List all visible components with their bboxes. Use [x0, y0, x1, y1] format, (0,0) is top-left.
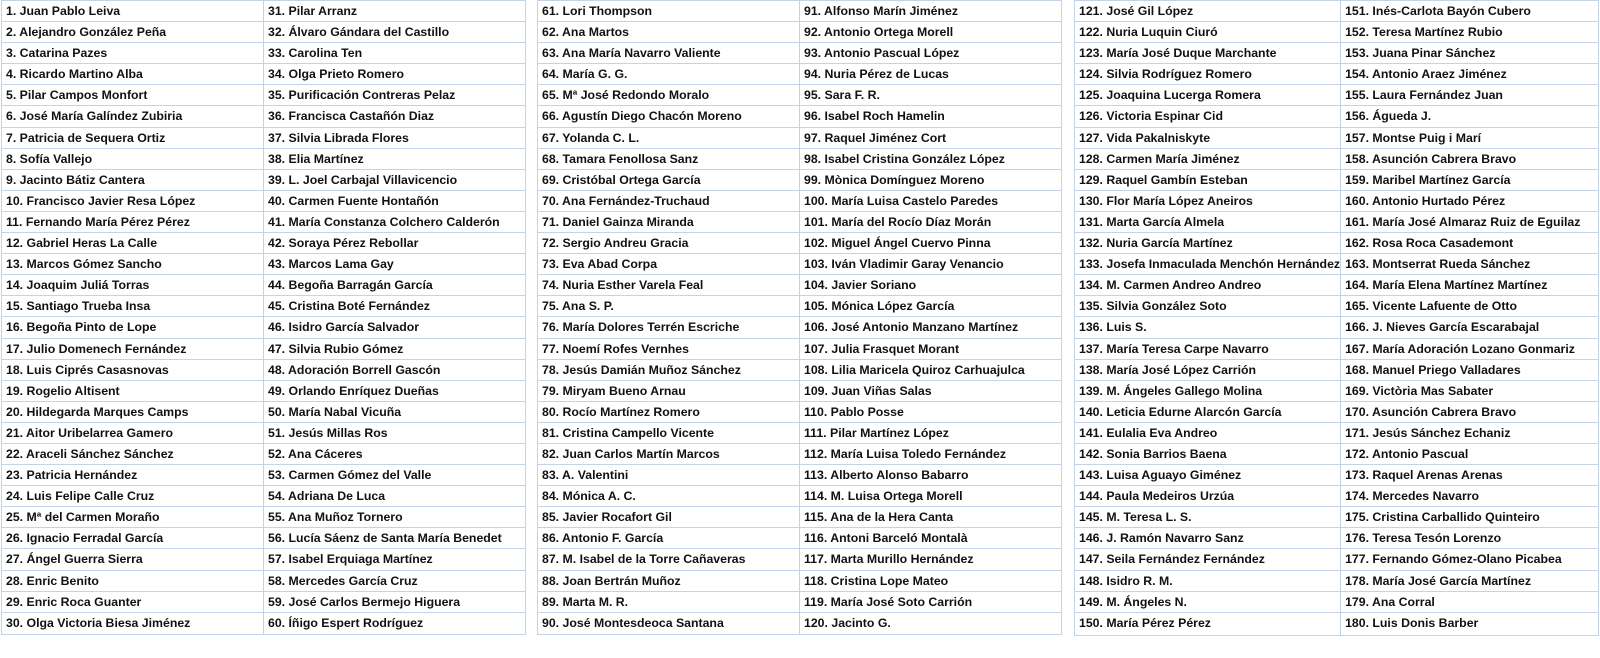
name-entry: 140. Leticia Edurne Alarcón García — [1075, 402, 1340, 423]
name-entry: 142. Sonia Barrios Baena — [1075, 444, 1340, 465]
name-entry: 146. J. Ramón Navarro Sanz — [1075, 528, 1340, 549]
name-entry: 135. Silvia González Soto — [1075, 296, 1340, 317]
name-entry: 49. Orlando Enríquez Dueñas — [264, 381, 525, 402]
name-entry: 178. María José García Martínez — [1341, 571, 1598, 592]
name-entry: 169. Victòria Mas Sabater — [1341, 381, 1598, 402]
name-entry: 21. Aitor Uribelarrea Gamero — [2, 423, 263, 444]
name-entry: 167. María Adoración Lozano Gonmariz — [1341, 339, 1598, 360]
name-entry: 52. Ana Cáceres — [264, 444, 525, 465]
name-entry: 55. Ana Muñoz Tornero — [264, 507, 525, 528]
name-entry: 79. Miryam Bueno Arnau — [538, 381, 799, 402]
name-entry: 127. Vida Pakalniskyte — [1075, 128, 1340, 149]
names-column-2 — [263, 1, 525, 634]
name-entry: 57. Isabel Erquiaga Martínez — [264, 549, 525, 570]
name-entry: 25. Mª del Carmen Moraño — [2, 507, 263, 528]
name-entry: 23. Patricia Hernández — [2, 465, 263, 486]
name-entry: 31. Pilar Arranz — [264, 1, 525, 22]
name-entry: 93. Antonio Pascual López — [800, 43, 1061, 64]
name-entry: 133. Josefa Inmaculada Menchón Hernández — [1075, 254, 1340, 275]
name-entry: 28. Enric Benito — [2, 571, 263, 592]
name-entry: 125. Joaquina Lucerga Romera — [1075, 85, 1340, 106]
name-entry: 88. Joan Bertrán Muñoz — [538, 571, 799, 592]
name-entry: 33. Carolina Ten — [264, 43, 525, 64]
name-entry: 110. Pablo Posse — [800, 402, 1061, 423]
name-entry: 124. Silvia Rodríguez Romero — [1075, 64, 1340, 85]
name-entry: 101. María del Rocío Díaz Morán — [800, 212, 1061, 233]
name-entry: 179. Ana Corral — [1341, 592, 1598, 613]
name-entry: 30. Olga Victoria Biesa Jiménez — [6, 615, 191, 630]
name-entry: 12. Gabriel Heras La Calle — [2, 233, 263, 254]
name-entry: 126. Victoria Espinar Cid — [1075, 106, 1340, 127]
name-entry: 64. María G. G. — [538, 64, 799, 85]
name-entry: 41. María Constanza Colchero Calderón — [264, 212, 525, 233]
name-entry: 80. Rocío Martínez Romero — [538, 402, 799, 423]
name-entry: 4. Ricardo Martino Alba — [2, 64, 263, 85]
name-entry: 139. M. Ángeles Gallego Molina — [1075, 381, 1340, 402]
name-entry: 81. Cristina Campello Vicente — [538, 423, 799, 444]
name-entry: 13. Marcos Gómez Sancho — [2, 254, 263, 275]
name-entry: 99. Mònica Domínguez Moreno — [800, 170, 1061, 191]
name-entry: 7. Patricia de Sequera Ortiz — [2, 128, 263, 149]
name-entry: 161. María José Almaraz Ruiz de Eguilaz — [1341, 212, 1598, 233]
name-entry: 26. Ignacio Ferradal García — [2, 528, 263, 549]
name-entry: 73. Eva Abad Corpa — [538, 254, 799, 275]
name-entry: 11. Fernando María Pérez Pérez — [2, 212, 263, 233]
name-entry: 112. María Luisa Toledo Fernández — [800, 444, 1061, 465]
name-entry: 74. Nuria Esther Varela Feal — [538, 275, 799, 296]
name-entry: 171. Jesús Sánchez Echaniz — [1341, 423, 1598, 444]
name-entry: 71. Daniel Gainza Miranda — [538, 212, 799, 233]
name-entry: 96. Isabel Roch Hamelin — [800, 106, 1061, 127]
name-entry: 98. Isabel Cristina González López — [800, 149, 1061, 170]
names-column-6 — [1340, 1, 1598, 635]
name-entry: 113. Alberto Alonso Babarro — [800, 465, 1061, 486]
name-entry: 155. Laura Fernández Juan — [1341, 85, 1598, 106]
name-entry: 134. M. Carmen Andreo Andreo — [1075, 275, 1340, 296]
name-entry: 59. José Carlos Bermejo Higuera — [264, 592, 525, 613]
name-entry: 20. Hildegarda Marques Camps — [2, 402, 263, 423]
name-entry: 65. Mª José Redondo Moralo — [538, 85, 799, 106]
name-entry: 177. Fernando Gómez-Olano Picabea — [1341, 549, 1598, 570]
name-entry: 149. M. Ángeles N. — [1075, 592, 1340, 613]
name-entry: 10. Francisco Javier Resa López — [2, 191, 263, 212]
name-entry: 147. Seila Fernández Fernández — [1075, 549, 1340, 570]
name-entry: 180. Luis Donis Barber — [1345, 615, 1479, 630]
name-entry: 97. Raquel Jiménez Cort — [800, 128, 1061, 149]
name-entry: 116. Antoni Barceló Montalà — [800, 528, 1061, 549]
name-entry: 77. Noemí Rofes Vernhes — [538, 339, 799, 360]
name-entry: 14. Joaquim Juliá Torras — [2, 275, 263, 296]
name-entry: 89. Marta M. R. — [538, 592, 799, 613]
name-entry: 95. Sara F. R. — [800, 85, 1061, 106]
name-entry: 86. Antonio F. García — [538, 528, 799, 549]
name-entry: 137. María Teresa Carpe Navarro — [1075, 339, 1340, 360]
names-table-block-2 — [537, 0, 1062, 635]
name-entry: 138. María José López Carrión — [1075, 360, 1340, 381]
name-entry: 123. María José Duque Marchante — [1075, 43, 1340, 64]
name-entry: 22. Araceli Sánchez Sánchez — [2, 444, 263, 465]
name-entry: 94. Nuria Pérez de Lucas — [800, 64, 1061, 85]
name-entry: 109. Juan Viñas Salas — [800, 381, 1061, 402]
name-entry: 67. Yolanda C. L. — [538, 128, 799, 149]
name-entry: 5. Pilar Campos Monfort — [2, 85, 263, 106]
name-entry: 62. Ana Martos — [538, 22, 799, 43]
name-entry: 37. Silvia Librada Flores — [264, 128, 525, 149]
name-entry: 82. Juan Carlos Martín Marcos — [538, 444, 799, 465]
name-entry: 54. Adriana De Luca — [264, 486, 525, 507]
name-entry: 50. María Nabal Vicuña — [264, 402, 525, 423]
names-column-4 — [799, 1, 1061, 634]
name-entry: 90. José Montesdeoca Santana — [542, 615, 724, 630]
name-entry: 85. Javier Rocafort Gil — [538, 507, 799, 528]
name-entry: 111. Pilar Martínez López — [800, 423, 1061, 444]
name-entry: 16. Begoña Pinto de Lope — [2, 317, 263, 338]
name-entry: 107. Julia Frasquet Morant — [800, 339, 1061, 360]
name-entry: 24. Luis Felipe Calle Cruz — [2, 486, 263, 507]
name-entry: 159. Maribel Martínez García — [1341, 170, 1598, 191]
name-entry: 47. Silvia Rubio Gómez — [264, 339, 525, 360]
name-entry: 48. Adoración Borrell Gascón — [264, 360, 525, 381]
name-entry: 45. Cristina Boté Fernández — [264, 296, 525, 317]
name-entry: 172. Antonio Pascual — [1341, 444, 1598, 465]
name-entry: 130. Flor María López Aneiros — [1075, 191, 1340, 212]
name-entry: 158. Asunción Cabrera Bravo — [1341, 149, 1598, 170]
name-entry: 91. Alfonso Marín Jiménez — [800, 1, 1061, 22]
name-entry: 114. M. Luisa Ortega Morell — [800, 486, 1061, 507]
names-column-5 — [1075, 1, 1340, 635]
name-entry: 46. Isidro García Salvador — [264, 317, 525, 338]
name-entry: 175. Cristina Carballido Quinteiro — [1341, 507, 1598, 528]
name-entry: 154. Antonio Araez Jiménez — [1341, 64, 1598, 85]
name-entry: 87. M. Isabel de la Torre Cañaveras — [538, 549, 799, 570]
name-entry: 92. Antonio Ortega Morell — [800, 22, 1061, 43]
name-entry: 120. Jacinto G. — [804, 615, 891, 630]
name-entry: 157. Montse Puig i Marí — [1341, 128, 1598, 149]
name-entry: 166. J. Nieves García Escarabajal — [1341, 317, 1598, 338]
name-entry: 162. Rosa Roca Casademont — [1341, 233, 1598, 254]
name-entry: 70. Ana Fernández-Truchaud — [538, 191, 799, 212]
name-entry: 128. Carmen María Jiménez — [1075, 149, 1340, 170]
name-entry: 72. Sergio Andreu Gracia — [538, 233, 799, 254]
name-entry: 18. Luis Ciprés Casasnovas — [2, 360, 263, 381]
name-entry: 163. Montserrat Rueda Sánchez — [1341, 254, 1598, 275]
name-entry: 75. Ana S. P. — [538, 296, 799, 317]
name-entry: 76. María Dolores Terrén Escriche — [538, 317, 799, 338]
name-entry: 143. Luisa Aguayo Giménez — [1075, 465, 1340, 486]
name-entry: 35. Purificación Contreras Pelaz — [264, 85, 525, 106]
name-entry: 104. Javier Soriano — [800, 275, 1061, 296]
name-entry: 51. Jesús Millas Ros — [264, 423, 525, 444]
name-entry: 136. Luis S. — [1075, 317, 1340, 338]
name-entry: 153. Juana Pinar Sánchez — [1341, 43, 1598, 64]
name-entry: 108. Lilia Maricela Quiroz Carhuajulca — [800, 360, 1061, 381]
names-table-block-3 — [1074, 0, 1599, 636]
name-entry: 60. Íñigo Espert Rodríguez — [268, 615, 424, 630]
name-entry: 141. Eulalia Eva Andreo — [1075, 423, 1340, 444]
name-entry: 19. Rogelio Altisent — [2, 381, 263, 402]
name-entry: 8. Sofía Vallejo — [2, 149, 263, 170]
name-entry: 164. María Elena Martínez Martínez — [1341, 275, 1598, 296]
name-entry: 6. José María Galíndez Zubiria — [2, 106, 263, 127]
name-entry: 152. Teresa Martínez Rubio — [1341, 22, 1598, 43]
name-entry: 53. Carmen Gómez del Valle — [264, 465, 525, 486]
name-entry: 117. Marta Murillo Hernández — [800, 549, 1061, 570]
name-entry: 160. Antonio Hurtado Pérez — [1341, 191, 1598, 212]
name-entry: 118. Cristina Lope Mateo — [800, 571, 1061, 592]
name-entry: 119. María José Soto Carrión — [800, 592, 1061, 613]
name-entry: 151. Inés-Carlota Bayón Cubero — [1341, 1, 1598, 22]
name-entry: 150. María Pérez Pérez — [1079, 615, 1211, 630]
name-entry: 66. Agustín Diego Chacón Moreno — [538, 106, 799, 127]
name-entry: 173. Raquel Arenas Arenas — [1341, 465, 1598, 486]
name-entry: 106. José Antonio Manzano Martínez — [800, 317, 1061, 338]
name-entry: 115. Ana de la Hera Canta — [800, 507, 1061, 528]
name-entry: 100. María Luisa Castelo Paredes — [800, 191, 1061, 212]
name-entry: 129. Raquel Gambín Esteban — [1075, 170, 1340, 191]
name-entry: 165. Vicente Lafuente de Otto — [1341, 296, 1598, 317]
name-entry: 58. Mercedes García Cruz — [264, 571, 525, 592]
name-entry: 121. José Gil López — [1075, 1, 1340, 22]
name-entry: 34. Olga Prieto Romero — [264, 64, 525, 85]
name-entry: 42. Soraya Pérez Rebollar — [264, 233, 525, 254]
name-entry: 1. Juan Pablo Leiva — [2, 1, 263, 22]
name-entry: 36. Francisca Castañón Diaz — [264, 106, 525, 127]
name-entry: 170. Asunción Cabrera Bravo — [1341, 402, 1598, 423]
name-entry: 63. Ana María Navarro Valiente — [538, 43, 799, 64]
name-entry: 9. Jacinto Bátiz Cantera — [2, 170, 263, 191]
names-table-block-1 — [1, 0, 526, 635]
name-entry: 17. Julio Domenech Fernández — [2, 339, 263, 360]
name-entry: 44. Begoña Barragán García — [264, 275, 525, 296]
name-entry: 43. Marcos Lama Gay — [264, 254, 525, 275]
name-entry: 156. Águeda J. — [1341, 106, 1598, 127]
name-entry: 122. Nuria Luquin Ciuró — [1075, 22, 1340, 43]
name-entry: 15. Santiago Trueba Insa — [2, 296, 263, 317]
name-entry: 145. M. Teresa L. S. — [1075, 507, 1340, 528]
name-entry: 103. Iván Vladimir Garay Venancio — [800, 254, 1061, 275]
name-entry: 61. Lori Thompson — [538, 1, 799, 22]
name-entry: 174. Mercedes Navarro — [1341, 486, 1598, 507]
name-entry: 102. Miguel Ángel Cuervo Pinna — [800, 233, 1061, 254]
name-entry: 27. Ángel Guerra Sierra — [2, 549, 263, 570]
name-entry: 132. Nuria García Martínez — [1075, 233, 1340, 254]
names-column-3 — [538, 1, 799, 634]
name-entry: 78. Jesús Damián Muñoz Sánchez — [538, 360, 799, 381]
name-entry: 2. Alejandro González Peña — [2, 22, 263, 43]
name-entry: 29. Enric Roca Guanter — [2, 592, 263, 613]
name-entry: 84. Mónica A. C. — [538, 486, 799, 507]
name-entry: 32. Álvaro Gándara del Castillo — [264, 22, 525, 43]
name-entry: 56. Lucía Sáenz de Santa María Benedet — [264, 528, 525, 549]
name-entry: 68. Tamara Fenollosa Sanz — [538, 149, 799, 170]
name-entry: 83. A. Valentini — [538, 465, 799, 486]
name-entry: 144. Paula Medeiros Urzúa — [1075, 486, 1340, 507]
name-entry: 38. Elia Martínez — [264, 149, 525, 170]
name-entry: 39. L. Joel Carbajal Villavicencio — [264, 170, 525, 191]
name-entry: 69. Cristóbal Ortega García — [538, 170, 799, 191]
name-entry: 176. Teresa Tesón Lorenzo — [1341, 528, 1598, 549]
name-entry: 148. Isidro R. M. — [1075, 571, 1340, 592]
name-entry: 40. Carmen Fuente Hontañón — [264, 191, 525, 212]
name-entry: 105. Mónica López García — [800, 296, 1061, 317]
name-entry: 3. Catarina Pazes — [2, 43, 263, 64]
name-entry: 131. Marta García Almela — [1075, 212, 1340, 233]
names-column-1 — [2, 1, 263, 634]
name-entry: 168. Manuel Priego Valladares — [1341, 360, 1598, 381]
